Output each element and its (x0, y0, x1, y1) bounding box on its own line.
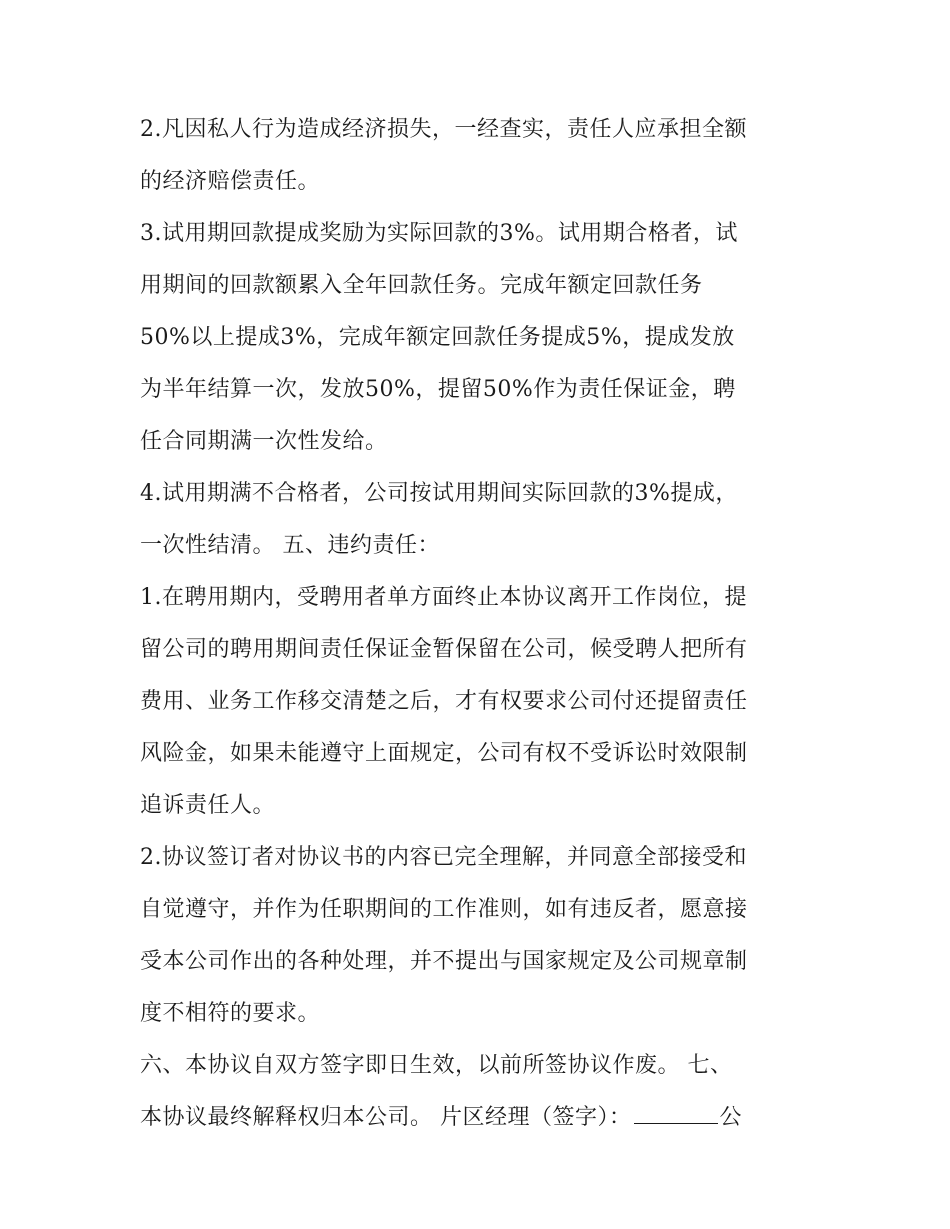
signature-line (140, 1092, 820, 1144)
signature-trailing-text: 公 (719, 1105, 743, 1130)
document-body (140, 104, 820, 1144)
text-line: 3.试用期回款提成奖励为实际回款的3%。试用期合格者，试 (140, 221, 738, 246)
text-line: 追诉责任人。 (140, 793, 276, 818)
text-line: 任合同期满一次性发给。 (140, 429, 388, 454)
text-line: 为半年结算一次，发放50%，提留50%作为责任保证金，聘 (140, 377, 736, 402)
text-line: 2.协议签订者对协议书的内容已完全理解，并同意全部接受和 (140, 845, 747, 870)
text-line: 1.在聘用期内，受聘用者单方面终止本协议离开工作岗位，提 (140, 585, 747, 610)
text-line: 受本公司作出的各种处理，并不提出与国家规定及公司规章制 (140, 949, 748, 974)
signature-blank[interactable] (634, 1093, 718, 1124)
text-line: 留公司的聘用期间责任保证金暂保留在公司，候受聘人把所有 (140, 637, 748, 662)
text-line: 风险金，如果未能遵守上面规定，公司有权不受诉讼时效限制 (140, 741, 748, 766)
text-line: 用期间的回款额累入全年回款任务。完成年额定回款任务 (140, 273, 703, 298)
text-line: 费用、业务工作移交清楚之后，才有权要求公司付还提留责任 (140, 689, 748, 714)
signature-label: 本协议最终解释权归本公司。 片区经理（签字）： (140, 1105, 632, 1130)
text-line: 自觉遵守，并作为任职期间的工作准则，如有违反者，愿意接 (140, 897, 748, 922)
text-line: 4.试用期满不合格者，公司按试用期间实际回款的3%提成， (140, 481, 738, 506)
text-line: 2.凡因私人行为造成经济损失，一经查实，责任人应承担全额 (140, 117, 747, 142)
text-line: 度不相符的要求。 (140, 1001, 321, 1026)
text-line: 的经济赔偿责任。 (140, 169, 321, 194)
text-line: 一次性结清。 五、违约责任： (140, 533, 440, 558)
text-line: 六、本协议自双方签字即日生效，以前所签协议作废。 七、 (140, 1053, 733, 1078)
text-line: 50%以上提成3%，完成年额定回款任务提成5%，提成发放 (140, 325, 735, 350)
